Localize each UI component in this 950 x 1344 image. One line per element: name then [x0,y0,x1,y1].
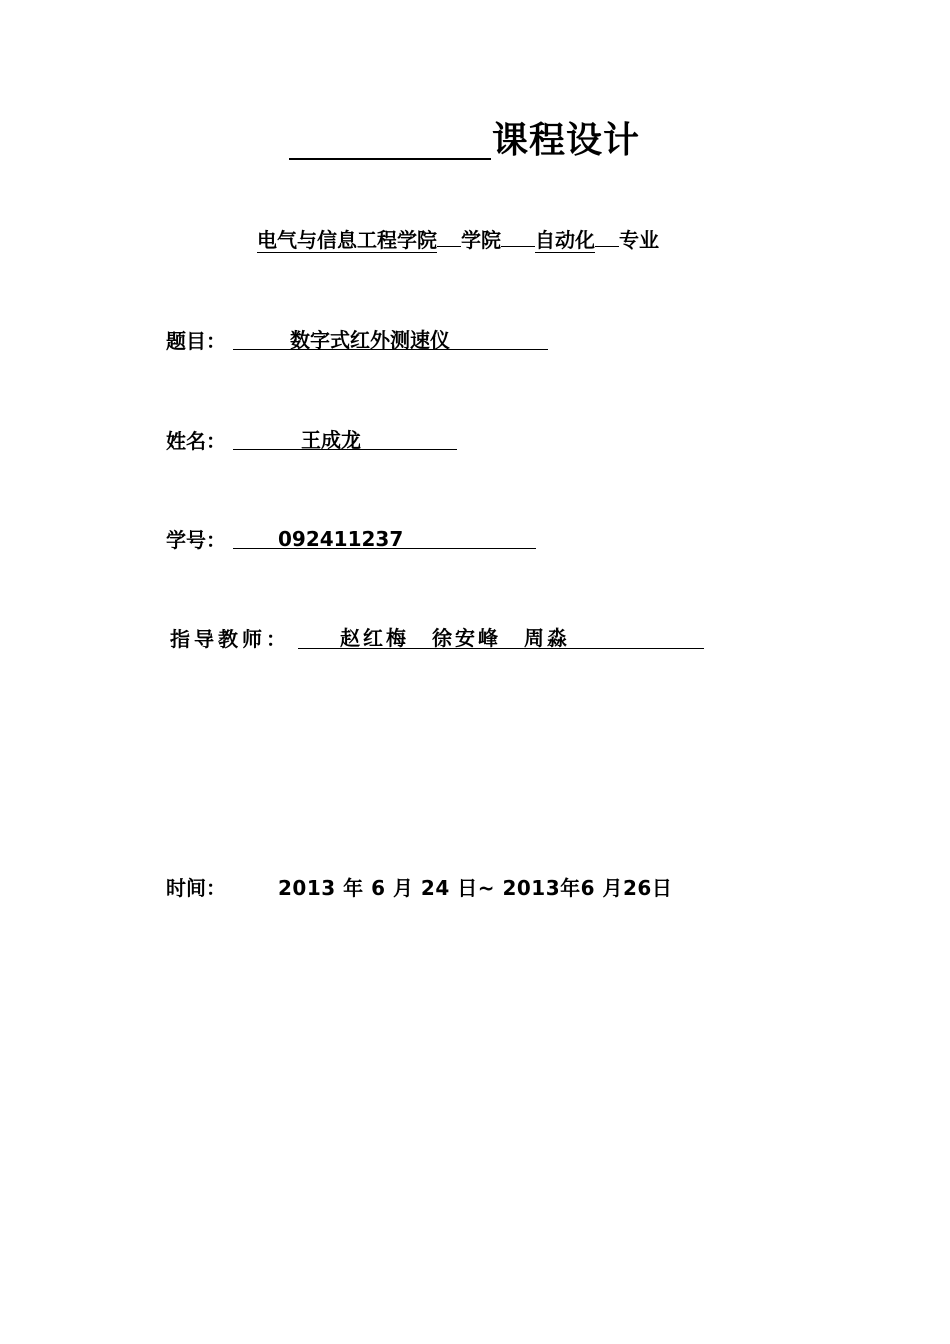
topic-label: 题目： [166,329,226,353]
college-blank [437,246,461,247]
topic-value: 数字式红外测速仪 [290,328,450,352]
time-value: 2013 年 6 月 24 日~ 2013年6 月26日 [278,876,673,900]
name-label: 姓名： [166,429,226,453]
student-id-label: 学号： [166,528,226,552]
advisor-value: 赵红梅 徐安峰 周淼 [340,626,570,650]
college-name: 电气与信息工程学院 [257,228,437,252]
title-blank-underline [289,158,491,160]
major-name: 自动化 [535,228,595,252]
time-label: 时间： [166,876,226,900]
major-blank-right [595,246,619,247]
student-id-value: 092411237 [278,527,404,551]
major-suffix: 专业 [619,228,659,252]
major-blank-left [501,246,535,247]
advisor-label: 指导教师： [170,627,290,651]
name-value: 王成龙 [301,428,361,452]
college-major-line [257,226,659,254]
page-title: 课程设计 [492,120,641,161]
college-suffix: 学院 [461,228,501,252]
